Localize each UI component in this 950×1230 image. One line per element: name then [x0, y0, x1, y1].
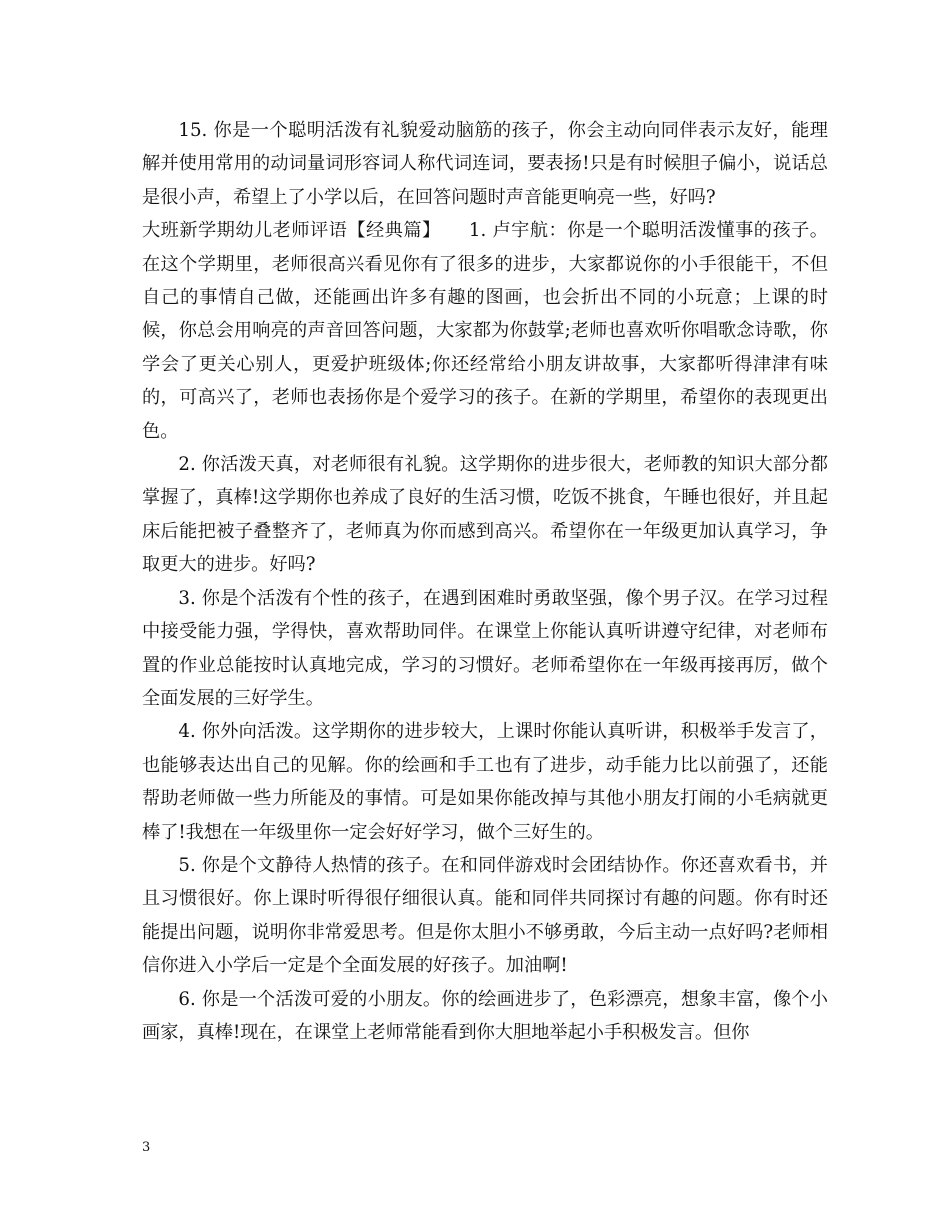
paragraph-4: 4. 你外向活泼。这学期你的进步较大，上课时你能认真听讲，积极举手发言了，也能够表达出自己的见解。你的绘画和手工也有了进步，动手能力比以前强了，还能帮助老师做一些力所能及的事情。可是如果你能改掉与其他小朋友打闹的小毛病就更棒了!我想在一年级里你一定会好好学习，做个三好生的。 [142, 721, 828, 843]
page-number: 3 [142, 1140, 151, 1155]
paragraph-6: 6. 你是一个活泼可爱的小朋友。你的绘画进步了，色彩漂亮，想象丰富，像个小画家，真棒!现在，在课堂上老师常能看到你大胆地举起小手积极发言。但你 [142, 988, 828, 1043]
paragraph-2: 2. 你活泼天真，对老师很有礼貌。这学期你的进步很大，老师教的知识大部分都掌握了，真棒!这学期你也养成了良好的生活习惯，吃饭不挑食，午睡也很好，并且起床后能把被子叠整齐了，老师真为你而感到高兴。希望你在一年级更加认真学习，争取更大的进步。好吗? [142, 454, 828, 576]
section-heading-paragraph: 大班新学期幼儿老师评语【经典篇】 1. 卢宇航：你是一个聪明活泼懂事的孩子。在这个学期里，老师很高兴看见你有了很多的进步，大家都说你的小手很能干，不但自己的事情自己做，还能画出许多有趣的图画，也会折出不同的小玩意；上课的时候，你总会用响亮的声音回答问题，大家都为你鼓掌;老师也喜欢听你唱歌念诗歌，你学会了更关心别人，更爱护班级体;你还经常给小朋友讲故事，大家都听得津津有味的，可高兴了，老师也表扬你是个爱学习的孩子。在新的学期里，希望你的表现更出色。 [142, 220, 828, 442]
paragraph-15: 15. 你是一个聪明活泼有礼貌爱动脑筋的孩子，你会主动向同伴表示友好，能理解并使用常用的动词量词形容词人称代词连词，要表扬!只是有时候胆子偏小，说话总是很小声，希望上了小学以后，在回答问题时声音能更响亮一些，好吗? [142, 120, 828, 208]
paragraph-3: 3. 你是个活泼有个性的孩子，在遇到困难时勇敢坚强，像个男子汉。在学习过程中接受能力强，学得快，喜欢帮助同伴。在课堂上你能认真听讲遵守纪律，对老师布置的作业总能按时认真地完成，学习的习惯好。老师希望你在一年级再接再厉，做个全面发展的三好学生。 [142, 587, 828, 709]
document-body [142, 114, 828, 1049]
paragraph-5: 5. 你是个文静待人热情的孩子。在和同伴游戏时会团结协作。你还喜欢看书，并且习惯很好。你上课时听得很仔细很认真。能和同伴共同探讨有趣的问题。你有时还能提出问题，说明你非常爱思考。但是你太胆小不够勇敢，今后主动一点好吗?老师相信你进入小学后一定是个全面发展的好孩子。加油啊! [142, 854, 828, 977]
